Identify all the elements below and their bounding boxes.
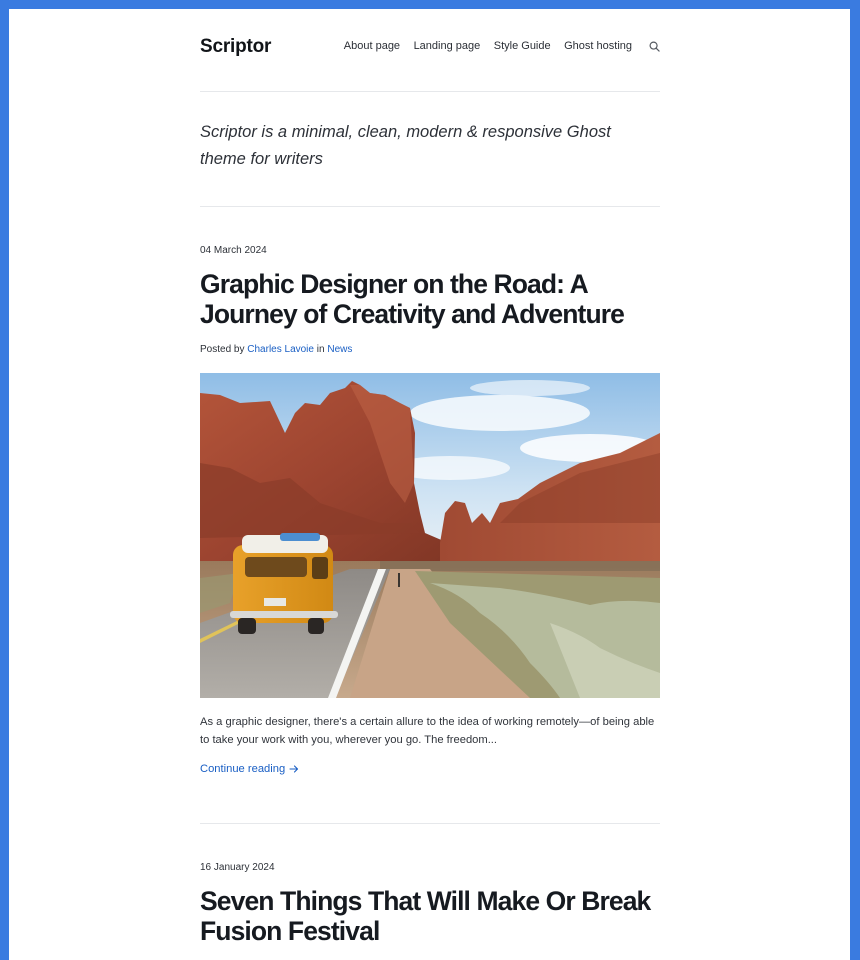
search-button[interactable]	[648, 40, 660, 52]
author-link[interactable]: Charles Lavoie	[247, 344, 314, 355]
site-header	[200, 34, 660, 62]
header-divider	[200, 91, 660, 92]
continue-reading-label: Continue reading	[200, 763, 286, 775]
post-excerpt: As a graphic designer, there's a certain allure to the idea of working remotely—of being able to take your work with you, wherever you go. The freedom...	[200, 716, 655, 746]
page-frame	[9, 9, 850, 960]
nav-item-landing-page[interactable]: Landing page	[413, 40, 481, 52]
continue-reading-link[interactable]	[200, 763, 299, 775]
search-icon	[649, 41, 660, 52]
byline-prefix: Posted by	[200, 344, 245, 355]
post-byline	[200, 344, 352, 355]
post-feature-image[interactable]	[200, 373, 660, 698]
tagline-divider	[200, 206, 660, 207]
tag-link[interactable]: News	[327, 344, 353, 355]
post-date: 16 January 2024	[200, 862, 275, 873]
site-tagline: Scriptor is a minimal, clean, modern & responsive Ghost theme for writers	[200, 123, 611, 168]
site-brand-link[interactable]: Scriptor	[200, 36, 272, 57]
main-nav	[344, 40, 660, 52]
nav-item-ghost-hosting[interactable]: Ghost hosting	[564, 40, 632, 52]
byline-in: in	[316, 344, 325, 355]
post-title-link[interactable]: Seven Things That Will Make Or Break Fusion Festival	[200, 886, 651, 946]
arrow-right-icon	[289, 764, 299, 774]
nav-item-about-page[interactable]: About page	[343, 40, 401, 52]
nav-item-style-guide[interactable]: Style Guide	[493, 40, 551, 52]
post-date: 04 March 2024	[200, 245, 267, 256]
post-divider	[200, 823, 660, 824]
post-title-link[interactable]: Graphic Designer on the Road: A Journey of Creativity and Adventure	[200, 269, 625, 329]
